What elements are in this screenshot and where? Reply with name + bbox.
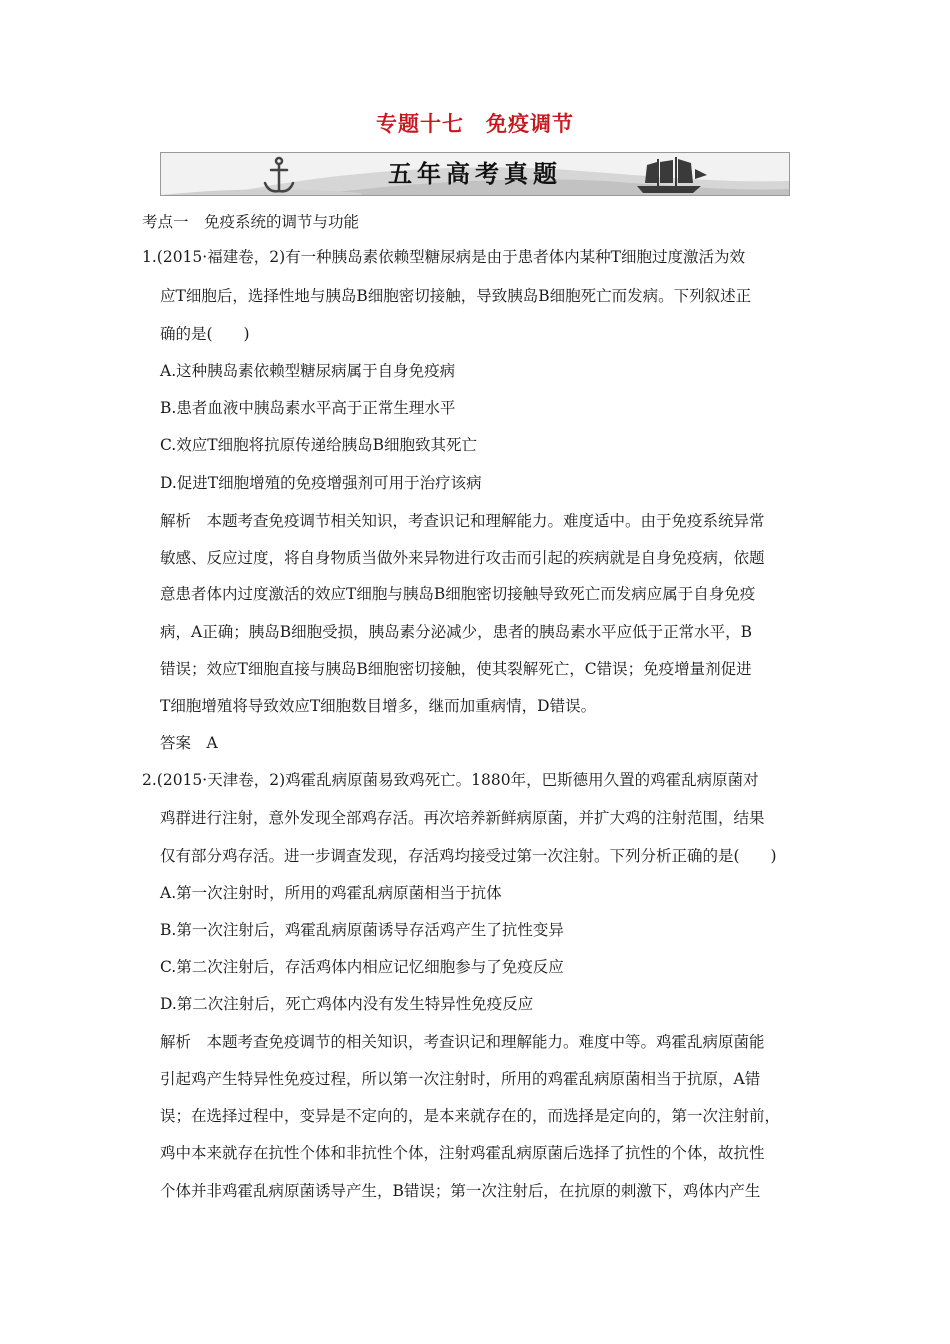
- q1-stem-line: 1.(2015·福建卷，2)有一种胰岛素依赖型糖尿病是由于患者体内某种T细胞过度激活为效: [142, 248, 745, 266]
- q1-analysis-line: T细胞增殖将导致效应T细胞数目增多，继而加重病情，D错误。: [160, 697, 597, 715]
- section-heading: 考点一 免疫系统的调节与功能: [142, 213, 360, 231]
- banner-title: 五年高考真题: [388, 160, 562, 188]
- q2-analysis-line: 误；在选择过程中，变异是不定向的，是本来就存在的，而选择是定向的，第一次注射前，: [160, 1107, 781, 1125]
- q2-option-b: B.第一次注射后，鸡霍乱病原菌诱导存活鸡产生了抗性变异: [160, 921, 564, 939]
- q2-stem-line: 仅有部分鸡存活。进一步调查发现，存活鸡均接受过第一次注射。下列分析正确的是( ): [160, 847, 777, 865]
- q1-answer: 答案 A: [160, 734, 218, 752]
- q1-analysis-line: 意患者体内过度激活的效应T细胞与胰岛B细胞密切接触导致死亡而发病应属于自身免疫: [160, 585, 756, 603]
- q2-stem-line: 2.(2015·天津卷，2)鸡霍乱病原菌易致鸡死亡。1880年，巴斯德用久置的鸡霍乱病原菌对: [142, 771, 759, 789]
- q1-option-a: A.这种胰岛素依赖型糖尿病属于自身免疫病: [160, 362, 456, 380]
- q2-analysis-line: 引起鸡产生特异性免疫过程，所以第一次注射时，所用的鸡霍乱病原菌相当于抗原，A错: [160, 1070, 761, 1088]
- q2-stem-line: 鸡群进行注射，意外发现全部鸡存活。再次培养新鲜病原菌，并扩大鸡的注射范围，结果: [160, 809, 765, 827]
- q1-option-b: B.患者血液中胰岛素水平高于正常生理水平: [160, 399, 456, 417]
- q1-stem-line: 确的是( ): [160, 325, 250, 343]
- q1-option-d: D.促进T细胞增殖的免疫增强剂可用于治疗该病: [160, 474, 482, 492]
- q1-stem-line: 应T细胞后，选择性地与胰岛B细胞密切接触，导致胰岛B细胞死亡而发病。下列叙述正: [160, 287, 752, 305]
- q1-analysis-line: 错误；效应T细胞直接与胰岛B细胞密切接触，使其裂解死亡，C错误；免疫增量剂促进: [160, 660, 752, 678]
- section-banner: [160, 152, 790, 196]
- q2-option-d: D.第二次注射后，死亡鸡体内没有发生特异性免疫反应: [160, 995, 534, 1013]
- q1-analysis-line: 病，A正确；胰岛B细胞受损，胰岛素分泌减少，患者的胰岛素水平应低于正常水平，B: [160, 623, 752, 641]
- q1-analysis-line: 敏感、反应过度，将自身物质当做外来异物进行攻击而引起的疾病就是自身免疫病，依题: [160, 549, 765, 567]
- q1-analysis-line: 解析 本题考查免疫调节相关知识，考查识记和理解能力。难度适中。由于免疫系统异常: [160, 512, 765, 530]
- q1-option-c: C.效应T细胞将抗原传递给胰岛B细胞致其死亡: [160, 436, 477, 454]
- q2-analysis-line: 解析 本题考查免疫调节的相关知识，考查识记和理解能力。难度中等。鸡霍乱病原菌能: [160, 1033, 765, 1051]
- q2-analysis-line: 个体并非鸡霍乱病原菌诱导产生，B错误；第一次注射后，在抗原的刺激下，鸡体内产生: [160, 1182, 761, 1200]
- q2-option-a: A.第一次注射时，所用的鸡霍乱病原菌相当于抗体: [160, 884, 502, 902]
- q2-option-c: C.第二次注射后，存活鸡体内相应记忆细胞参与了免疫反应: [160, 958, 564, 976]
- page-title: 专题十七 免疫调节: [376, 112, 574, 136]
- q2-analysis-line: 鸡中本来就存在抗性个体和非抗性个体，注射鸡霍乱病原菌后选择了抗性的个体，故抗性: [160, 1144, 765, 1162]
